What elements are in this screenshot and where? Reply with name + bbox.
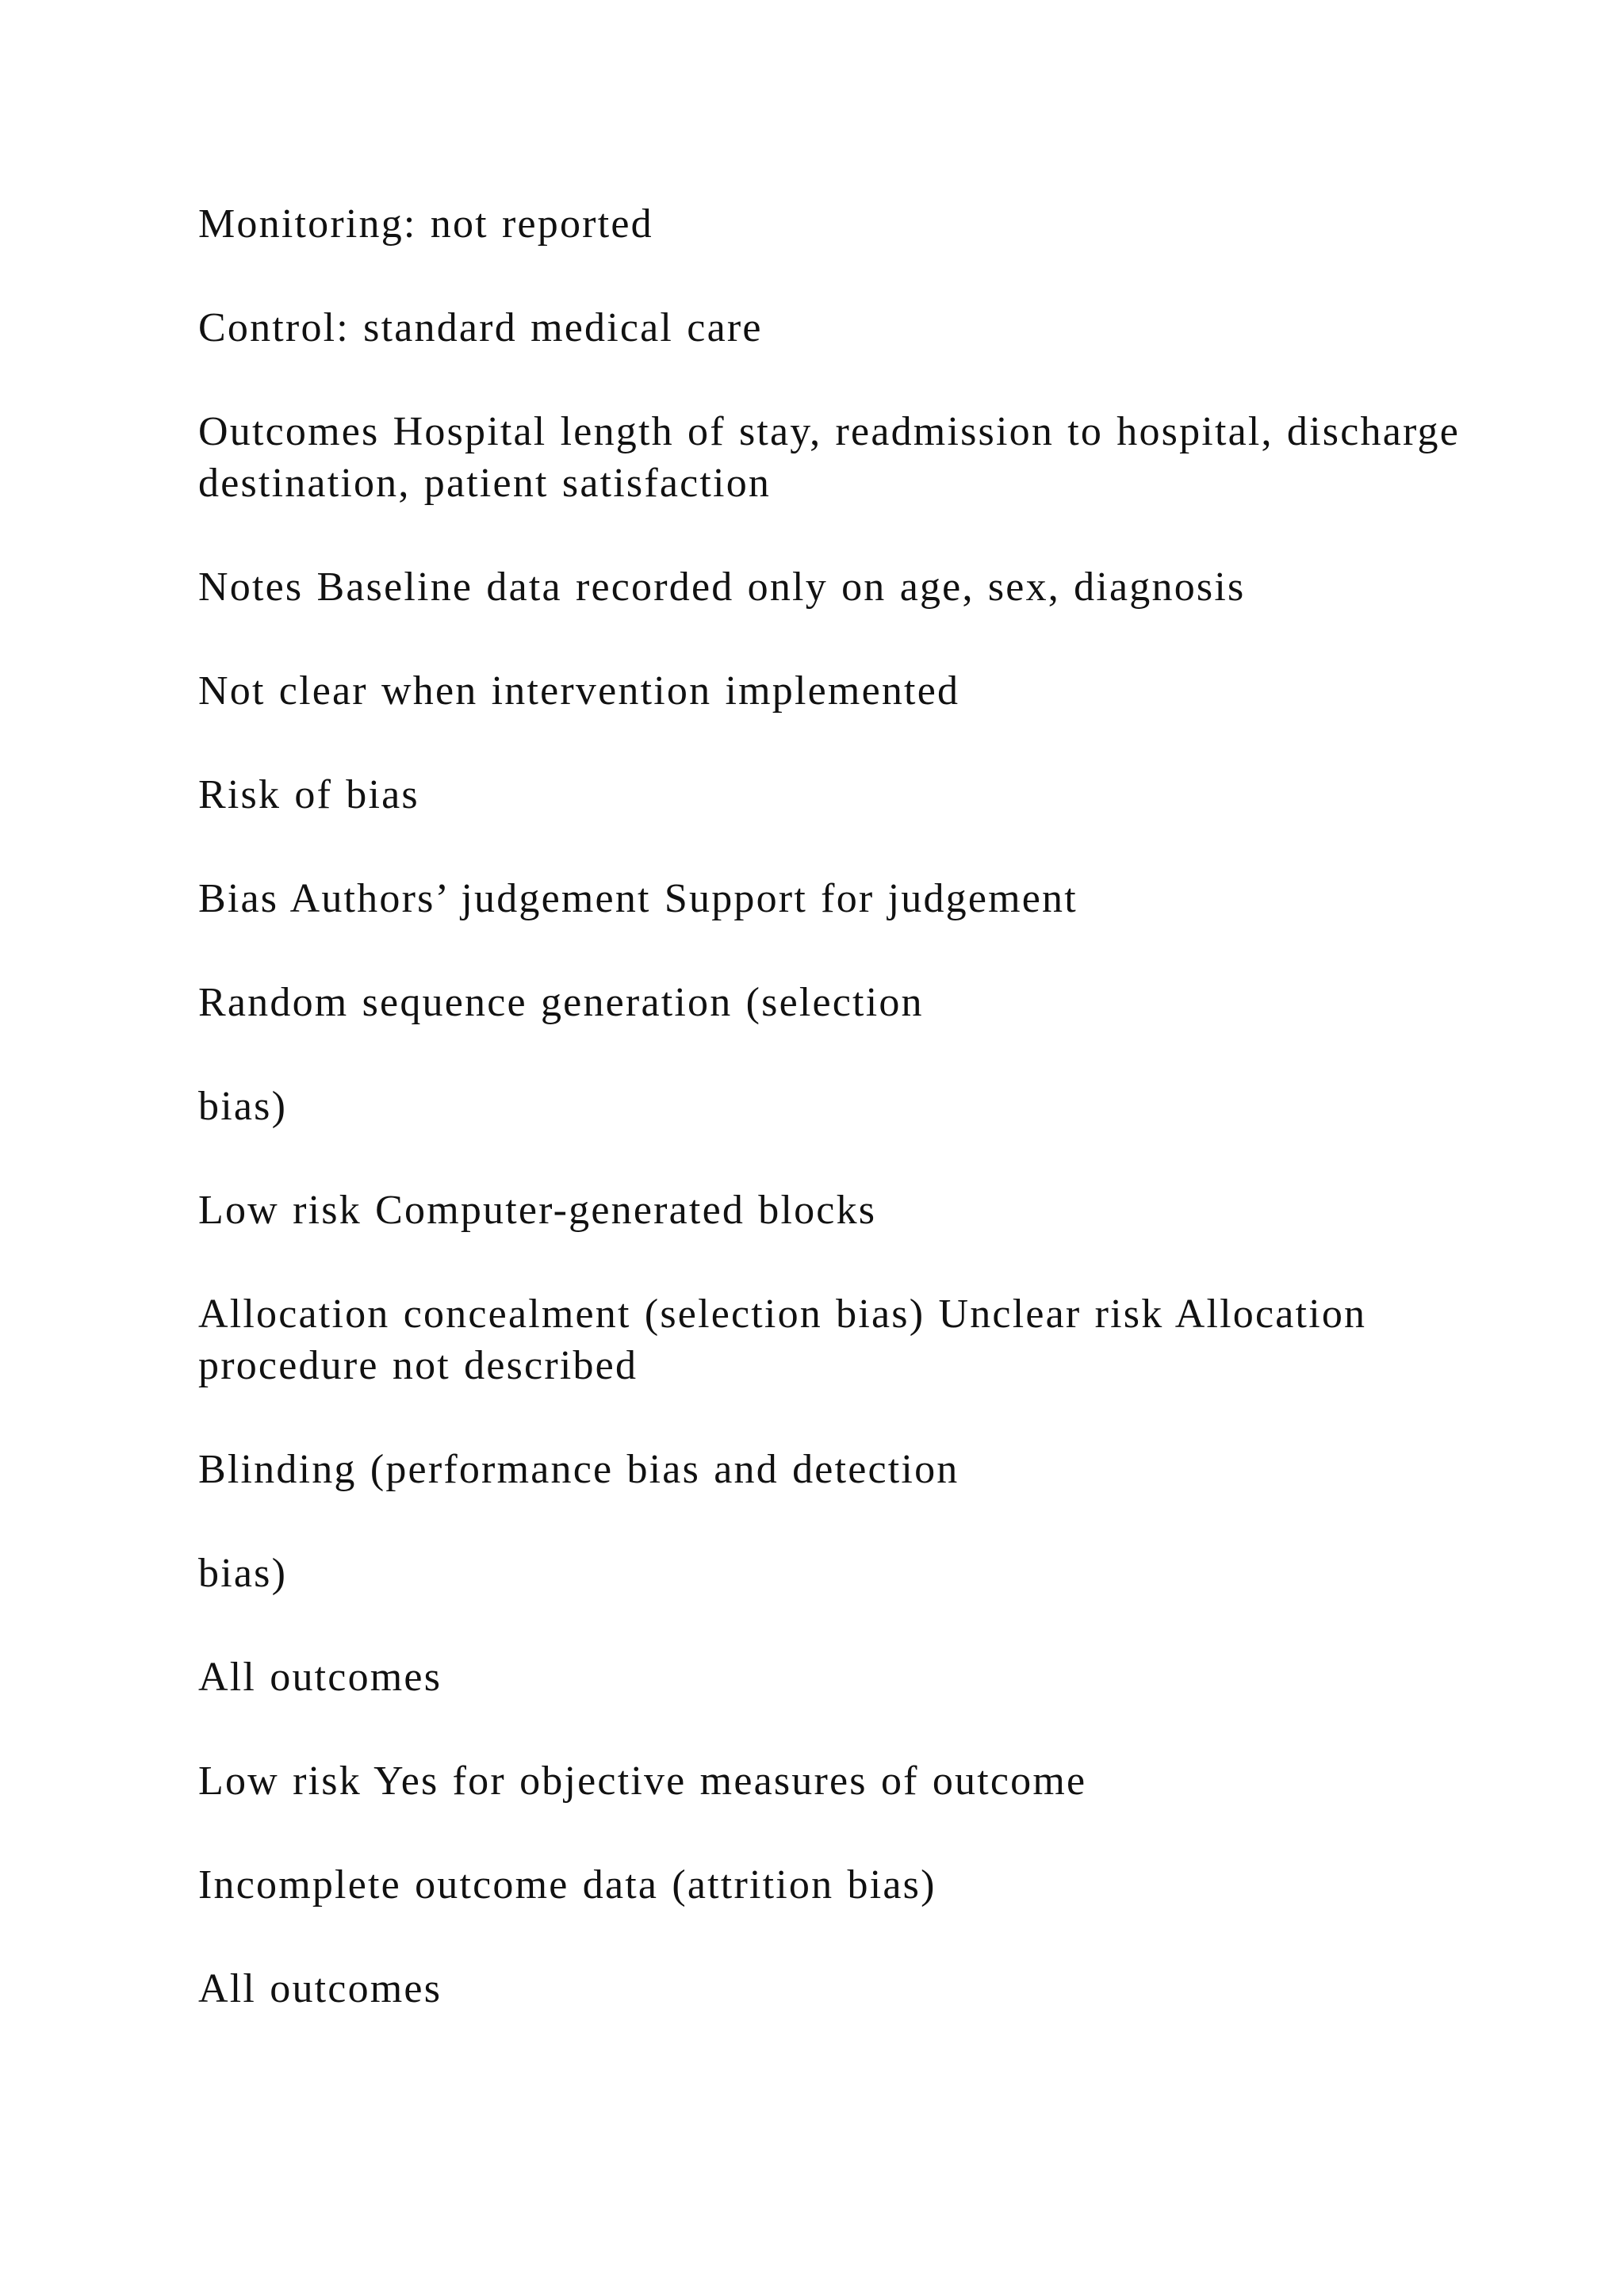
- paragraph-bias-2: bias): [198, 1551, 288, 1596]
- paragraph-incomplete-outcome: Incomplete outcome data (attrition bias): [198, 1862, 936, 1908]
- paragraph-control: Control: standard medical care: [198, 305, 763, 350]
- paragraph-random-sequence: Random sequence generation (selection: [198, 980, 924, 1025]
- paragraph-all-outcomes-2: All outcomes: [198, 1966, 442, 2011]
- paragraph-allocation-concealment: Allocation concealment (selection bias) Unclear risk Allocation procedure not described: [198, 1292, 1367, 1388]
- paragraph-all-outcomes-1: All outcomes: [198, 1655, 442, 1700]
- paragraph-low-risk-blocks: Low risk Computer-generated blocks: [198, 1188, 877, 1233]
- paragraph-intervention-note: Not clear when intervention implemented: [198, 668, 960, 714]
- table-header-row: Bias Authors’ judgement Support for judgement: [198, 876, 1078, 921]
- section-heading-risk-of-bias: Risk of bias: [198, 772, 419, 817]
- paragraph-notes: Notes Baseline data recorded only on age, sex, diagnosis: [198, 564, 1246, 610]
- paragraph-bias-1: bias): [198, 1084, 288, 1129]
- paragraph-monitoring: Monitoring: not reported: [198, 201, 653, 247]
- paragraph-outcomes: Outcomes Hospital length of stay, readmission to hospital, discharge destination, patient satisfaction: [198, 409, 1461, 506]
- paragraph-blinding: Blinding (performance bias and detection: [198, 1447, 959, 1492]
- paragraph-low-risk-objective: Low risk Yes for objective measures of outcome: [198, 1758, 1087, 1804]
